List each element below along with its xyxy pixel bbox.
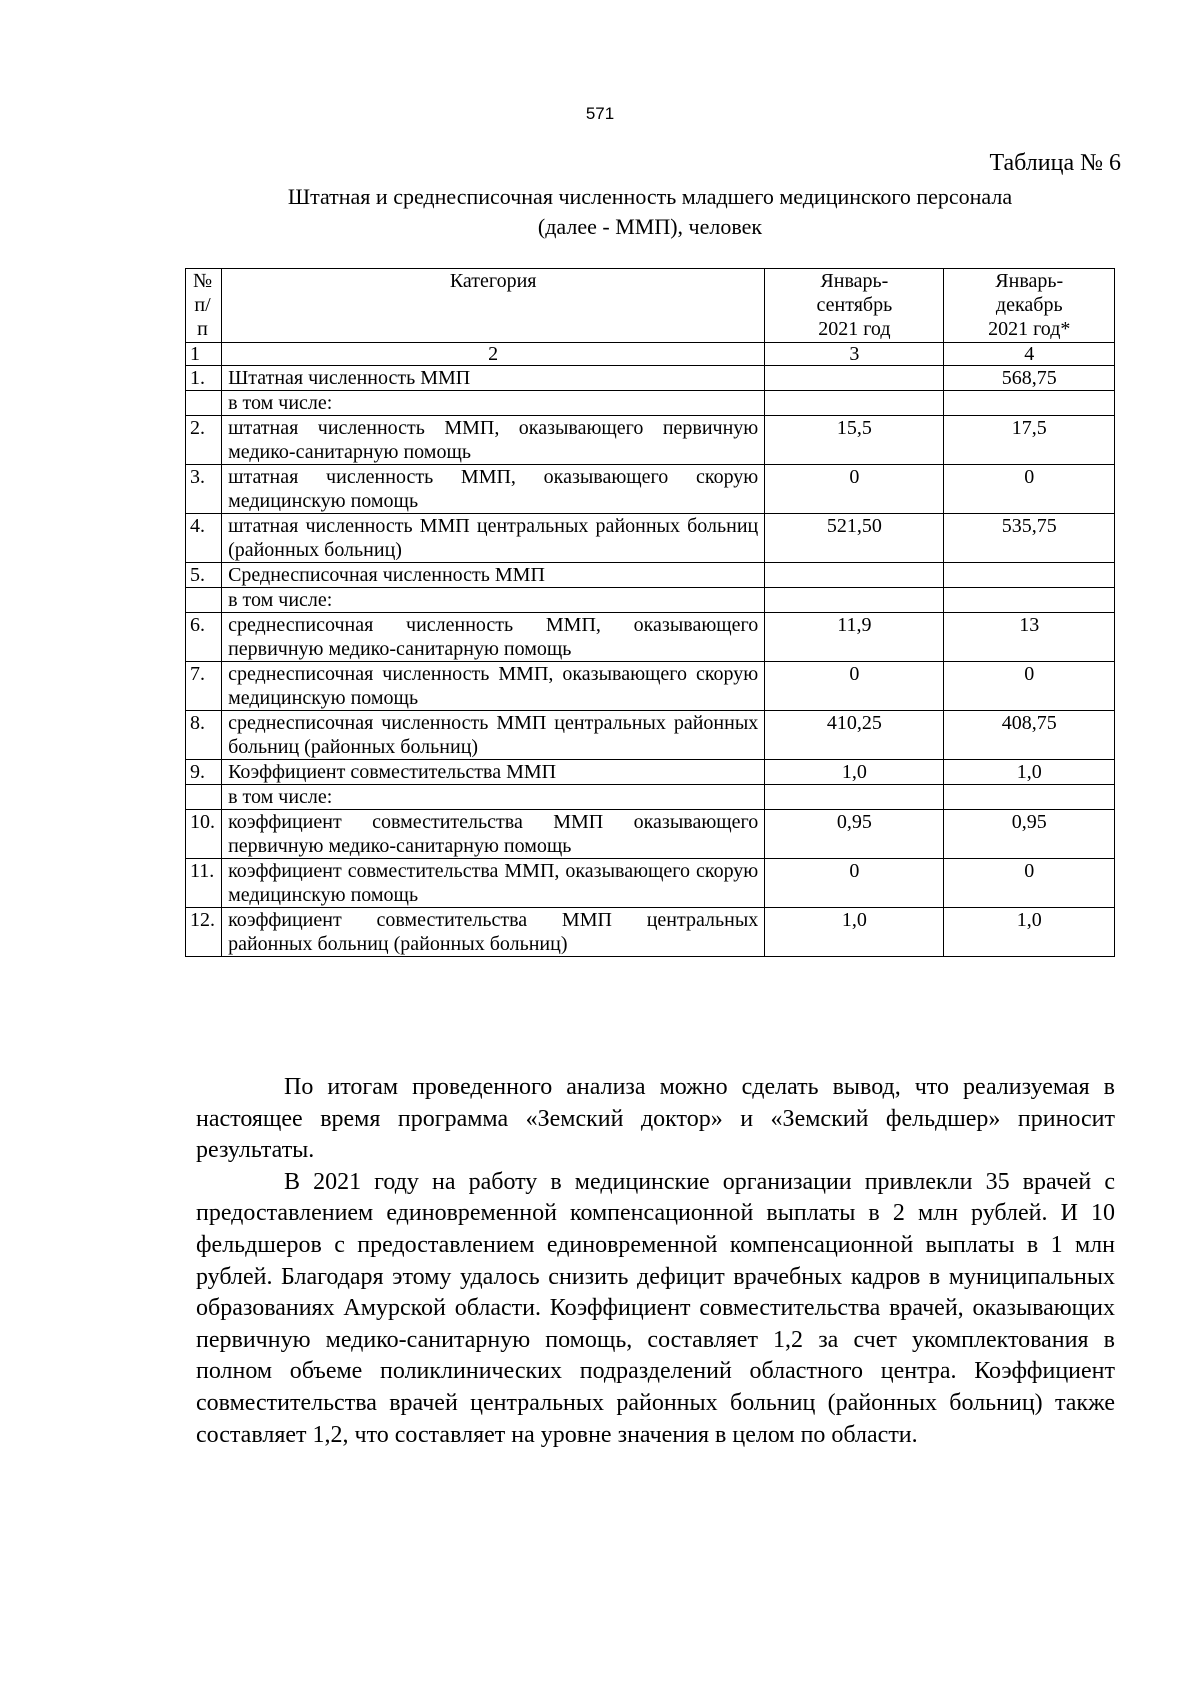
header-col3 [765,269,944,343]
header-num [186,269,222,343]
row-value-jan-dec: 17,5 [944,416,1115,465]
row-category: штатная численность ММП центральных районных больниц (районных больниц) [222,514,765,563]
page-number: 571 [585,104,615,123]
row-category: коэффициент совместительства ММП центральных районных больниц (районных больниц) [222,908,765,957]
column-number-1: 1 [186,343,222,366]
row-num: 3. [186,465,222,514]
row-value-jan-dec: 568,75 [944,366,1115,391]
row-value-jan-dec: 0 [944,465,1115,514]
header-col3-line1: Январь- [820,270,889,292]
row-value-jan-dec: 13 [944,613,1115,662]
header-col3-line3: 2021 год [818,318,891,340]
header-num-line1: № [192,270,213,292]
row-value-jan-dec: 0 [944,662,1115,711]
row-num: 10. [186,810,222,859]
row-num: 12. [186,908,222,957]
row-value-jan-sep [765,563,944,588]
row-num: 1. [186,366,222,391]
row-category: коэффициент совместительства ММП, оказывающего скорую медицинскую помощь [222,859,765,908]
row-category: среднесписочная численность ММП, оказывающего скорую медицинскую помощь [222,662,765,711]
row-value-jan-sep: 0 [765,465,944,514]
row-value-jan-dec [944,391,1115,416]
row-category: штатная численность ММП, оказывающего первичную медико-санитарную помощь [222,416,765,465]
row-num: 5. [186,563,222,588]
row-value-jan-dec: 1,0 [944,760,1115,785]
row-value-jan-sep [765,391,944,416]
row-num: 2. [186,416,222,465]
table-row [186,416,1115,465]
header-col4 [944,269,1115,343]
table-header-row [186,269,1115,343]
row-category: среднесписочная численность ММП центральных районных больниц (районных больниц) [222,711,765,760]
row-value-jan-sep [765,785,944,810]
row-category: Штатная численность ММП [222,366,765,391]
column-number-2: 2 [222,343,765,366]
table-row [186,613,1115,662]
table-row [186,391,1115,416]
header-num-line2: п/п [194,294,211,340]
row-value-jan-sep: 1,0 [765,760,944,785]
row-value-jan-sep: 11,9 [765,613,944,662]
row-value-jan-dec [944,588,1115,613]
row-value-jan-dec [944,785,1115,810]
staff-table [185,268,1115,957]
row-category: Коэффициент совместительства ММП [222,760,765,785]
row-value-jan-dec [944,563,1115,588]
row-category: штатная численность ММП, оказывающего скорую медицинскую помощь [222,465,765,514]
table-row [186,859,1115,908]
row-value-jan-dec: 408,75 [944,711,1115,760]
row-value-jan-dec: 0,95 [944,810,1115,859]
table-row [186,514,1115,563]
row-num: 4. [186,514,222,563]
table-number: Таблица № 6 [989,150,1121,176]
row-category: в том числе: [222,391,765,416]
paragraph: В 2021 году на работу в медицинские организации привлекли 35 врачей с предоставлением единовременной компенсационной выплаты в 2 млн рублей. И 10 фельдшеров с предоставлением единовременной компенсационной выплаты в 1 млн рублей. Благодаря этому удалось снизить дефицит врачебных кадров в муниципальных образованиях Амурской области. Коэффициент совместительства врачей, оказывающих первичную медико-санитарную помощь, составляет 1,2 за счет укомплектования в полном объеме поликлинических подразделений областного центра. Коэффициент совместительства врачей центральных районных больниц (районных больниц) также составляет 1,2, что составляет на уровне значения в целом по области. [196,1168,1115,1448]
table-row [186,588,1115,613]
row-num: 8. [186,711,222,760]
paragraph: По итогам проведенного анализа можно сделать вывод, что реализуемая в настоящее время программа «Земский доктор» и «Земский фельдшер» приносит результаты. [196,1074,1115,1164]
row-value-jan-sep: 15,5 [765,416,944,465]
row-value-jan-sep: 521,50 [765,514,944,563]
table-title-line2: (далее - ММП), человек [537,214,763,239]
table-row [186,760,1115,785]
row-num [186,785,222,810]
row-value-jan-sep [765,588,944,613]
row-value-jan-dec: 0 [944,859,1115,908]
table-row [186,908,1115,957]
row-num [186,588,222,613]
header-col4-line2: декабрь [995,294,1063,316]
table-title-line1: Штатная и среднесписочная численность младшего медицинского персонала [287,184,1013,209]
row-num: 6. [186,613,222,662]
table-title [185,182,1115,242]
row-value-jan-sep [765,366,944,391]
header-col4-line3: 2021 год* [988,318,1071,340]
row-category: среднесписочная численность ММП, оказывающего первичную медико-санитарную помощь [222,613,765,662]
row-value-jan-sep: 1,0 [765,908,944,957]
row-category: в том числе: [222,588,765,613]
row-category: коэффициент совместительства ММП оказывающего первичную медико-санитарную помощь [222,810,765,859]
row-value-jan-dec: 535,75 [944,514,1115,563]
header-category: Категория [222,269,765,343]
table-row [186,810,1115,859]
table-row [186,563,1115,588]
column-number-3: 3 [765,343,944,366]
table-row [186,662,1115,711]
header-col4-line1: Январь- [995,270,1064,292]
column-number-row [186,343,1115,366]
table-row [186,465,1115,514]
header-col3-line2: сентябрь [816,294,893,316]
row-category: в том числе: [222,785,765,810]
row-value-jan-sep: 0 [765,662,944,711]
row-num: 11. [186,859,222,908]
table-row [186,711,1115,760]
body-text [196,1072,1115,1451]
row-num: 9. [186,760,222,785]
table-row [186,366,1115,391]
row-value-jan-sep: 0 [765,859,944,908]
row-value-jan-dec: 1,0 [944,908,1115,957]
row-category: Среднесписочная численность ММП [222,563,765,588]
row-value-jan-sep: 0,95 [765,810,944,859]
row-num [186,391,222,416]
row-num: 7. [186,662,222,711]
row-value-jan-sep: 410,25 [765,711,944,760]
table-row [186,785,1115,810]
column-number-4: 4 [944,343,1115,366]
